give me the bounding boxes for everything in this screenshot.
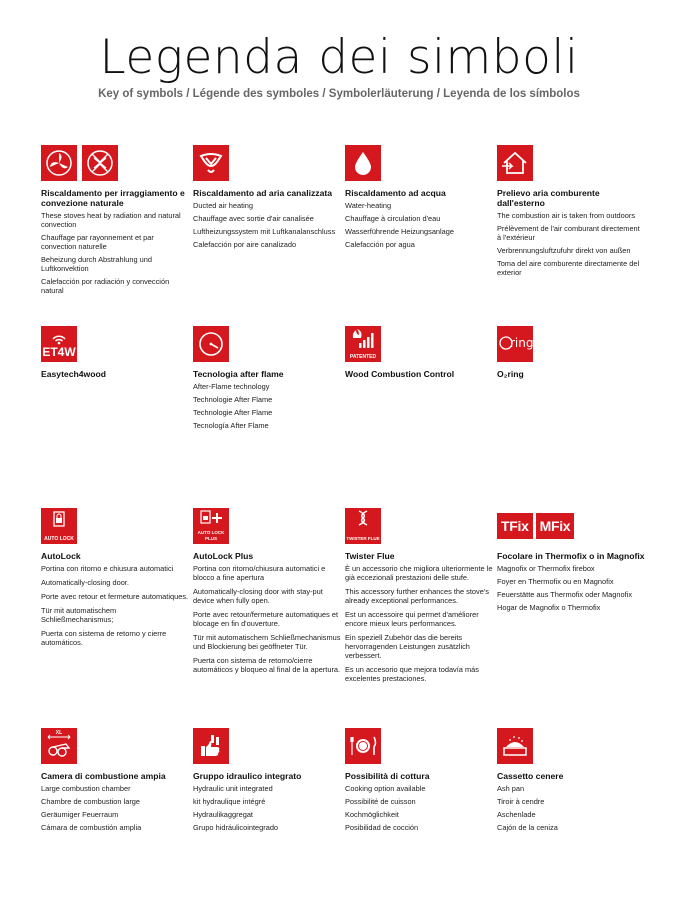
legend-item-water-heating: Riscaldamento ad acqua Water-heating Chauffage à circulation d'eau Wasserführende Heizungsanlage Calefacción por agua [345,145,493,253]
legend-item-after-flame: Tecnologia after flame After-Flame technology Technologie After Flame Technologie After Flame Tecnología After Flame [193,326,341,434]
item-heading: Gruppo idraulico integrato [193,771,302,781]
item-heading: Prelievo aria comburente dall'esterno [497,188,600,208]
legend-item-o2ring [497,326,645,382]
item-heading: Wood Combustion Control [345,369,455,379]
legend-item-external-air: Prelievo aria comburente dall'esterno The combustion air is taken from outdoors Prélèvement de l'air comburant directement à l'extérieur Verbrennungsluftzufuhr direkt von außen Toma del aire comburente directamente del exterior [497,145,645,281]
legend-item-twister-flue: TWISTER FLUE Twister Flue È un accessorio che migliora ulteriormente le già eccezionali prestazioni delle stufe. This accessory further enhances the stove's already exceptional performances. Est un accessoire qui permet d'améliorer encore mieux leurs performances. Ein speziell Zubehör das die bereits hervorragenden Leistungen zusätzlich verbessert. Es un accesorio que mejora todavía más excelentes prestaciones. [345,508,493,683]
o2ring-logo-icon: ring [497,326,533,362]
wifi-et4w-icon: ET4W [41,326,77,362]
ash-drawer-icon [497,728,533,764]
page-subtitle: Key of symbols / Légende des symboles / Symbolerläuterung / Leyenda de los símbolos [98,88,580,100]
item-heading: Possibilità di cottura [345,771,430,781]
legend-item-cooking: Possibilità di cottura Cooking option available Possibilité de cuisson Kochmöglichkeit Posibilidad de cocción [345,728,493,836]
padlock-icon: AUTO LOCK [41,508,77,544]
item-heading: Camera di combustione ampia [41,771,166,781]
legend-item-autolock-plus: AUTO LOCK PLUS AutoLock Plus Portina con ritorno/chiusura automatici e blocco a fine apertura Automatically-closing door with stay-put device when fully open. Porte avec retour/fermeture automatiques et blocage en fin d'ouverture. Tür mit automatischem Schließmechanismus und Blockierung bei geöffneter Tür. Puerta con sistema de retorno/cierre automáticos y bloqueo al final de la apertura. [193,508,341,674]
item-heading: Riscaldamento ad acqua [345,188,446,198]
house-air-intake-icon [497,145,533,181]
padlock-plus-icon: AUTO LOCK PLUS [193,508,229,544]
thumbs-up-hydraulic-icon [193,728,229,764]
radiation-fan-icon [41,145,77,181]
timer-gauge-icon [193,326,229,362]
water-drop-icon [345,145,381,181]
item-heading: Riscaldamento per irraggiamento e convezione naturale [41,188,185,208]
plate-cutlery-icon [345,728,381,764]
item-heading: Riscaldamento ad aria canalizzata [193,188,332,198]
legend-item-autolock: AUTO LOCK AutoLock Portina con ritorno e chiusura automatici Automatically-closing door. Porte avec retour et fermeture automatiques. Tür mit automatischem Schließmechanismus; Puerta con sistema de retorno y cierre automáticos. [41,508,189,647]
flame-bars-icon: PATENTED [345,326,381,362]
page-title: Legenda dei simboli [99,30,579,85]
item-heading: Focolare in Thermofix o in Magnofix [497,551,645,561]
legend-item-easytech4wood [41,326,189,382]
legend-item-ash-pan: Cassetto cenere Ash pan Tiroir à cendre Aschenlade Cajón de la ceniza [497,728,645,836]
item-heading: Tecnologia after flame [193,369,284,379]
convection-airflow-icon [82,145,118,181]
legend-item-radiation-convection: Riscaldamento per irraggiamento e convezione naturale These stoves heat by radiation and natural convection Chauffage par rayonnement et par convection naturelle Beheizung durch Abstrahlung und Luftkonvektion Calefacción por radiación y convección natural [41,145,189,299]
legend-item-wood-combustion-control [345,326,493,382]
twister-flue-icon: TWISTER FLUE [345,508,381,544]
item-heading: Easytech4wood [41,369,106,379]
item-heading: Twister Flue [345,551,395,561]
ducted-air-icon [193,145,229,181]
logs-xl-icon: XL [41,728,77,764]
mfix-badge: MFix [536,513,575,539]
legend-item-large-chamber: XL Camera di combustione ampia Large combustion chamber Chambre de combustion large Geräumiger Feuerraum Cámara de combustión amplia [41,728,189,836]
legend-item-thermofix-magnofix: TFix MFix Focolare in Thermofix o in Magnofix Magnofix or Thermofix firebox Foyer en Thermofix ou en Magnofix Feuerstätte aus Thermofix oder Magnofix Hogar de Magnofix o Thermofix [497,508,647,616]
item-heading: Cassetto cenere [497,771,564,781]
item-heading: AutoLock Plus [193,551,254,561]
item-heading: O₂ring [497,369,524,379]
item-heading: AutoLock [41,551,81,561]
legend-item-ducted-air: Riscaldamento ad aria canalizzata Ducted air heating Chauffage avec sortie d'air canalisée Luftheizungssystem mit Luftkanalanschluss Calefacción por aire canalizado [193,145,341,253]
legend-item-hydraulic-unit: Gruppo idraulico integrato Hydraulic unit integrated kit hydraulique intégré Hydraulikaggregat Grupo hidráulicointegrado [193,728,341,836]
tfix-badge: TFix [497,513,533,539]
